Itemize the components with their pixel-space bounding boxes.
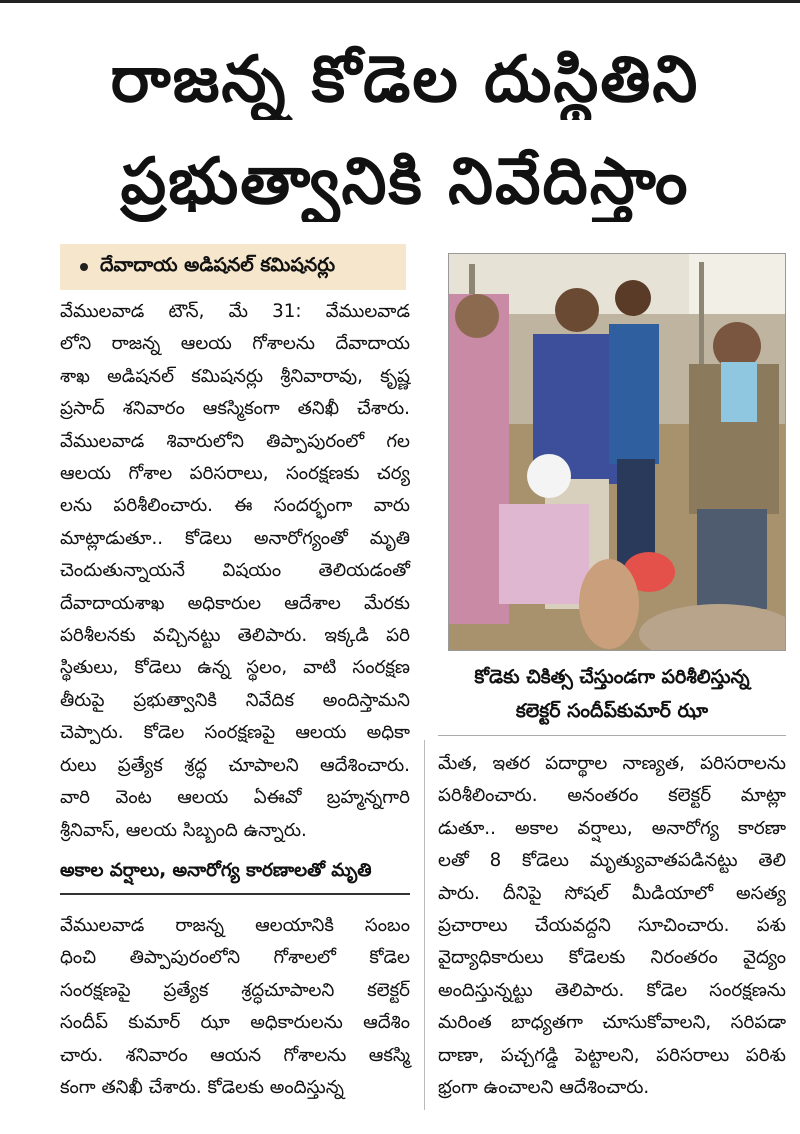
body-line: లోని రాజన్న ఆలయ గోశాలను దేవాదాయ — [60, 333, 410, 355]
body-line: మాట్లాడుతూ.. కోడెలు అనారోగ్యంతో మృతి — [60, 527, 410, 549]
body-line: వేములవాడ రాజన్న ఆలయానికి సంబం — [60, 915, 410, 936]
body-line: వేములవాడ టౌన్, మే 31: వేములవాడ — [60, 301, 410, 322]
caption-line-1: కోడెకు చికిత్స చేస్తుండగా పరిశీలిస్తున్న — [474, 666, 750, 688]
body-line: సంరక్షణపై ప్రత్యేక శ్రద్ధచూపాలని కలెక్టర్ — [60, 979, 410, 1001]
body-line: చారు. శనివారం ఆయన గోశాలను ఆకస్మి — [60, 1044, 410, 1066]
body-line: వేములవాడ శివారులోని తిప్పాపురంలో గల — [60, 430, 410, 452]
kicker-text: దేవాదాయ అడిషనల్ కమిషనర్లు — [100, 253, 336, 276]
body-line: అందిస్తున్నట్టు తెలిపారు. కోడెల సంరక్షణను — [438, 979, 786, 1001]
subheading: అకాల వర్షాలు, అనారోగ్య కారణాలతో మృతి — [60, 860, 372, 881]
body-line: తీరుపై ప్రభుత్వానికి నివేదిక అందిస్తామని — [60, 689, 410, 711]
headline-line-1: రాజన్న కోడెల దుస్థితిని — [110, 43, 700, 117]
body-line: ప్రసాద్ శనివారం ఆకస్మికంగా తనిఖీ చేశారు. — [60, 398, 410, 420]
body-line: వైద్యాధికారులు కోడెలకు నిరంతరం వైద్యం — [438, 947, 786, 969]
body-line: లతో 8 కోడెలు మృత్యువాతపడినట్టు తెలి — [438, 850, 786, 872]
kicker-bar — [60, 244, 406, 290]
news-photo — [448, 253, 786, 651]
body-line: డుతూ.. అకాల వర్షాలు, అనారోగ్య కారణా — [438, 817, 786, 839]
body-line: చెప్పారు. కోడెల సంరక్షణపై ఆలయ అధికా — [60, 722, 410, 744]
body-line: రులు ప్రత్యేక శ్రద్ధ చూపాలని ఆదేశించారు. — [60, 754, 410, 776]
photo-illustration — [449, 254, 785, 650]
body-column-left-top — [60, 296, 410, 847]
body-line: స్థితులు, కోడెలు ఉన్న స్థలం, వాటి సంరక్షణ — [60, 657, 410, 679]
body-line: శాఖ అడిషనల్ కమిషనర్లు శ్రీనివారావు, కృష్ణ — [60, 365, 410, 387]
photo-caption — [438, 660, 786, 728]
top-rule — [0, 0, 800, 3]
body-line: పరిశీలనకు వచ్చినట్టు తెలిపారు. ఇక్కడి పరి — [60, 625, 410, 647]
body-line: ఆలయ గోశాల పరిసరాలు, సంరక్షణకు చర్య — [60, 463, 410, 485]
body-line: వారి వెంట ఆలయ ఏఈవో బ్రహ్మన్నగారి — [60, 787, 410, 809]
body-line: పరిశీలించారు. అనంతరం కలెక్టర్ మాట్లా — [438, 785, 786, 807]
caption-line-2: కలెక్టర్ సందీప్‌కుమార్ ఝా — [515, 700, 709, 722]
body-line: సందీప్ కుమార్ ఝా అధికారులను ఆదేశిం — [60, 1012, 410, 1034]
body-column-left-bottom — [60, 910, 410, 1104]
body-line: పారు. దీనిపై సోషల్ మీడియాలో అసత్య — [438, 882, 786, 904]
body-line: లను పరిశీలించారు. ఈ సందర్భంగా వారు — [60, 495, 410, 517]
body-line: మరింత బాధ్యతగా చూసుకోవాలని, సరిపడా — [438, 1012, 786, 1034]
body-line: దేవాదాయశాఖ అధికారుల ఆదేశాల మేరకు — [60, 592, 410, 614]
bullet-icon — [80, 263, 88, 271]
body-line: భ్రంగా ఉంచాలని ఆదేశించారు. — [438, 1077, 650, 1099]
body-line: ధించి తిప్పాపురంలోని గోశాలలో కోడెల — [60, 947, 410, 969]
column-divider — [424, 740, 425, 1110]
body-line: శ్రీనివాస్, ఆలయ సిబ్బంది ఉన్నారు. — [60, 819, 307, 841]
body-column-right — [438, 748, 786, 1104]
body-line: చెందుతున్నాయనే విషయం తెలియడంతో — [60, 560, 410, 582]
caption-rule — [438, 735, 786, 736]
body-line: మేత, ఇతర పదార్థాల నాణ్యత, పరిసరాలను — [438, 753, 786, 774]
body-line: కంగా తనిఖీ చేశారు. కోడెలకు అందిస్తున్న — [60, 1077, 344, 1099]
body-line: దాణా, పచ్చగడ్డి పెట్టాలని, పరిసరాలు పరిశు — [438, 1044, 786, 1066]
headline-line-2: ప్రభుత్వానికి నివేదిస్తాం — [120, 145, 690, 219]
subheading-rule — [60, 893, 410, 895]
body-line: ప్రచారాలు చేయవద్దని సూచించారు. పశు — [438, 915, 786, 937]
